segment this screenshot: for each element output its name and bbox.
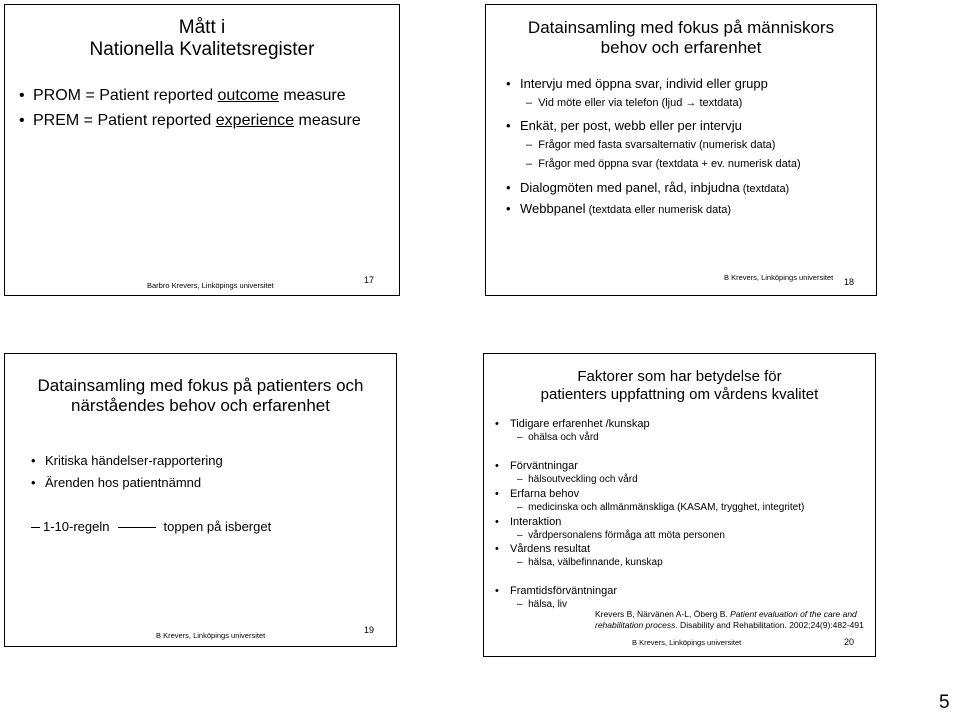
slide-page-number: 19 (364, 625, 375, 635)
item-text: Frågor med öppna svar (textdata + ev. numerisk data) (538, 158, 801, 170)
slide-18 (485, 4, 877, 296)
bullet-dot-icon: • (31, 475, 36, 490)
list-item (495, 488, 579, 500)
list-item (506, 201, 731, 216)
item-text: Webbpanel (520, 201, 586, 216)
item-text: hälsa, välbefinnande, kunskap (528, 557, 663, 568)
dash-icon (31, 527, 40, 528)
list-subitem (517, 502, 804, 513)
rule-left: 1-10-regeln (43, 519, 110, 534)
bullet-text: PROM = Patient reported (33, 87, 218, 104)
arrow-line (118, 527, 156, 528)
title-line: Mått i (178, 17, 226, 38)
slide-page-number: 18 (844, 277, 855, 287)
item-text: Ärenden hos patientnämnd (45, 475, 202, 490)
list-item (31, 475, 201, 490)
item-text: Tidigare erfarenhet /kunskap (510, 418, 650, 430)
bullet-dot-icon: • (506, 180, 511, 195)
slide-20-title (484, 368, 875, 403)
dash-icon: – (517, 530, 529, 541)
slide-page-number: 17 (364, 275, 375, 285)
item-text: Frågor med fasta svarsalternativ (numerisk data) (538, 139, 776, 151)
item-text: Vårdens resultat (510, 543, 591, 555)
slide-17 (4, 4, 400, 296)
item-note: (textdata) (739, 183, 790, 195)
title-line: Faktorer som har betydelse för (577, 368, 782, 385)
list-subitem (526, 158, 801, 170)
bullet-dot-icon: • (19, 112, 25, 129)
bullet-dot-icon: • (495, 418, 499, 430)
bullet-dot-icon: • (495, 585, 499, 597)
slide-17-title (5, 17, 399, 61)
dash-icon: – (517, 599, 529, 610)
bullet-dot-icon: • (495, 488, 499, 500)
dash-icon: – (517, 557, 529, 568)
reference-authors: Krevers B, Närvänen A-L, Öberg B. (595, 609, 731, 619)
bullet-dot-icon: • (495, 460, 499, 472)
bullet-prem (19, 112, 361, 130)
title-line: patienters uppfattning om vårdens kvalitet (540, 385, 819, 403)
rule-line (31, 519, 271, 534)
item-text: Intervju med öppna svar, individ eller grupp (520, 76, 768, 91)
list-subitem (526, 97, 742, 109)
list-item (495, 543, 590, 555)
bullet-text: measure (294, 112, 361, 129)
list-item (506, 118, 742, 133)
reference-journal: Disability and Rehabilitation. 2002;24(9):482-491 (677, 620, 864, 631)
title-line: behov och erfarenhet (600, 37, 762, 57)
list-subitem (526, 139, 775, 151)
dash-icon: – (517, 432, 529, 443)
list-subitem (517, 530, 725, 541)
list-item (495, 516, 561, 528)
bullet-text: measure (278, 87, 346, 104)
list-subitem (517, 432, 599, 443)
list-item (506, 76, 768, 91)
item-text: Framtidsförväntningar (510, 585, 617, 597)
list-item (506, 180, 789, 195)
reference-citation (595, 609, 864, 632)
list-item (495, 460, 578, 472)
bullet-text: PREM = Patient reported (33, 112, 216, 129)
title-line: närståendes behov och erfarenhet (71, 395, 330, 415)
item-text: Kritiska händelser-rapportering (45, 453, 223, 468)
item-text: Interaktion (510, 516, 562, 528)
bullet-dot-icon: • (506, 201, 511, 216)
list-subitem (517, 474, 638, 485)
list-subitem (517, 557, 663, 568)
item-text: Dialogmöten med panel, råd, inbjudna (520, 180, 740, 195)
list-item (31, 453, 223, 468)
slide-footer: B Krevers, Linköpings universitet (724, 273, 834, 282)
slide-19-title (5, 376, 396, 416)
reference-title: rehabilitation process. (595, 620, 678, 631)
item-text: medicinska och allmänmänskliga (KASAM, trygghet, integritet) (528, 502, 805, 513)
list-item (495, 418, 650, 430)
item-text: Enkät, per post, webb eller per intervju (520, 118, 742, 133)
title-line: Nationella Kvalitetsregister (89, 39, 315, 61)
slide-18-title (486, 18, 876, 58)
bullet-prom (19, 87, 346, 105)
rule-right: toppen på isberget (163, 519, 272, 534)
bullet-dot-icon: • (506, 76, 511, 91)
dash-icon: – (517, 502, 529, 513)
item-note: (textdata eller numerisk data) (585, 204, 732, 216)
slide-19 (4, 353, 397, 647)
slide-footer: Barbro Krevers, Linköpings universitet (147, 281, 274, 290)
item-text: hälsa, liv (528, 599, 568, 610)
list-item (495, 585, 617, 597)
bullet-dot-icon: • (19, 87, 25, 104)
list-subitem (517, 599, 567, 610)
item-text: hälsoutveckling och vård (528, 474, 638, 485)
reference-line (595, 620, 864, 631)
bullet-dot-icon: • (31, 453, 36, 468)
bullet-dot-icon: • (495, 543, 499, 555)
dash-icon: – (526, 139, 539, 151)
reference-title: Patient evaluation of the care and (730, 609, 857, 619)
slide-20 (483, 353, 876, 657)
item-text: ohälsa och vård (528, 432, 599, 443)
slide-footer: B Krevers, Linköpings universitet (632, 638, 742, 647)
bullet-dot-icon: • (495, 516, 499, 528)
dash-icon: – (526, 97, 539, 109)
dash-icon: – (517, 474, 529, 485)
bullet-dot-icon: • (506, 118, 511, 133)
slide-footer: B Krevers, Linköpings universitet (156, 631, 266, 640)
reference-line (595, 609, 864, 620)
item-text: Erfarna behov (510, 488, 580, 500)
item-text: vårdpersonalens förmåga att möta personen (528, 530, 725, 541)
dash-icon: – (526, 158, 539, 170)
item-text: Vid möte eller via telefon (ljud → textdata) (538, 97, 743, 109)
title-line: Datainsamling med fokus på människors (527, 18, 835, 37)
item-text: Förväntningar (510, 460, 578, 472)
title-line: Datainsamling med fokus på patienters och (37, 376, 364, 395)
slide-page-number: 20 (844, 637, 855, 647)
bullet-underlined: experience (215, 112, 295, 129)
bullet-underlined: outcome (217, 87, 279, 104)
sheet-page-number: 5 (939, 692, 950, 713)
